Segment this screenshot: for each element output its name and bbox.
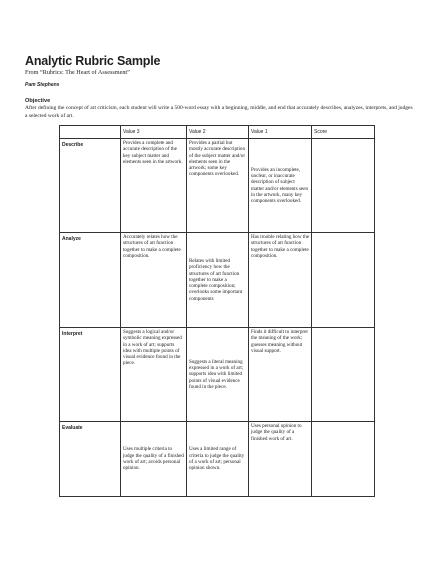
cell-interpret-value-3: Suggests a logical and/or symbolic meaning expressed in a work of art; supports idea with multiple points of visual evidence found in the piece. (121, 328, 187, 422)
rubric-table (59, 125, 375, 497)
table-row (60, 139, 375, 233)
author-name: Pam Stephens (25, 82, 60, 88)
cell-evaluate-score (312, 422, 375, 497)
header-cell-blank (60, 126, 121, 139)
criterion-evaluate: Evaluate (60, 422, 121, 497)
header-cell-value-3: Value 3 (121, 126, 187, 139)
header-cell-value-1: Value 1 (249, 126, 312, 139)
objective-text: After defining the concept of art criticism, each student will write a 500-word essay with a beginning, middle, and end that accurately describes, analyzes, interprets, and judges a selected work of art. (25, 105, 413, 119)
table-row (60, 328, 375, 422)
criterion-describe: Describe (60, 139, 121, 233)
cell-evaluate-value-1: Uses personal opinion to judge the quality of a finished work of art. (249, 422, 312, 497)
objective-heading: Objective (25, 98, 51, 104)
cell-analyze-score (312, 233, 375, 328)
source-line: From “Rubrics: The Heart of Assessment” (25, 69, 130, 76)
cell-evaluate-value-3: Uses multiple criteria to judge the quality of a finished work of art; avoids personal opinion. (121, 422, 187, 497)
cell-describe-value-2: Provides a partial but mostly accurate description of the subject matter and/or elements seen in the artwork; some key components overlooked. (187, 139, 249, 233)
cell-interpret-value-2: Suggests a literal meaning expressed in a work of art; supports idea with limited points of visual evidence found in the piece. (187, 328, 249, 422)
cell-describe-score (312, 139, 375, 233)
cell-describe-value-3: Provides a complete and accurate description of the key subject matter and elements seen in the artwork. (121, 139, 187, 233)
criterion-interpret: Interpret (60, 328, 121, 422)
cell-analyze-value-1: Has trouble relating how the structures of art function together to make a complete composition. (249, 233, 312, 328)
cell-evaluate-value-2: Uses a limited range of criteria to judge the quality of a work of art; personal opinion shown. (187, 422, 249, 497)
cell-describe-value-1: Provides an incomplete, unclear, or inaccurate description of subject matter and/or elements seen in the artwork, many key components overlooked. (249, 139, 312, 233)
table-row (60, 233, 375, 328)
header-cell-score: Score (312, 126, 375, 139)
cell-interpret-score (312, 328, 375, 422)
cell-analyze-value-3: Accurately relates how the structures of art function together to make a complete composition. (121, 233, 187, 328)
header-cell-value-2: Value 2 (187, 126, 249, 139)
cell-analyze-value-2: Relates with limited proficiency how the structures of art function together to make a complete composition; overlooks some important components (187, 233, 249, 328)
document-title: Analytic Rubric Sample (25, 54, 161, 68)
criterion-analyze: Analyze (60, 233, 121, 328)
table-header-row (60, 126, 375, 139)
cell-interpret-value-1: Finds it difficult to interpret the meaning of the work; guesses meaning without visual support. (249, 328, 312, 422)
table-row (60, 422, 375, 497)
